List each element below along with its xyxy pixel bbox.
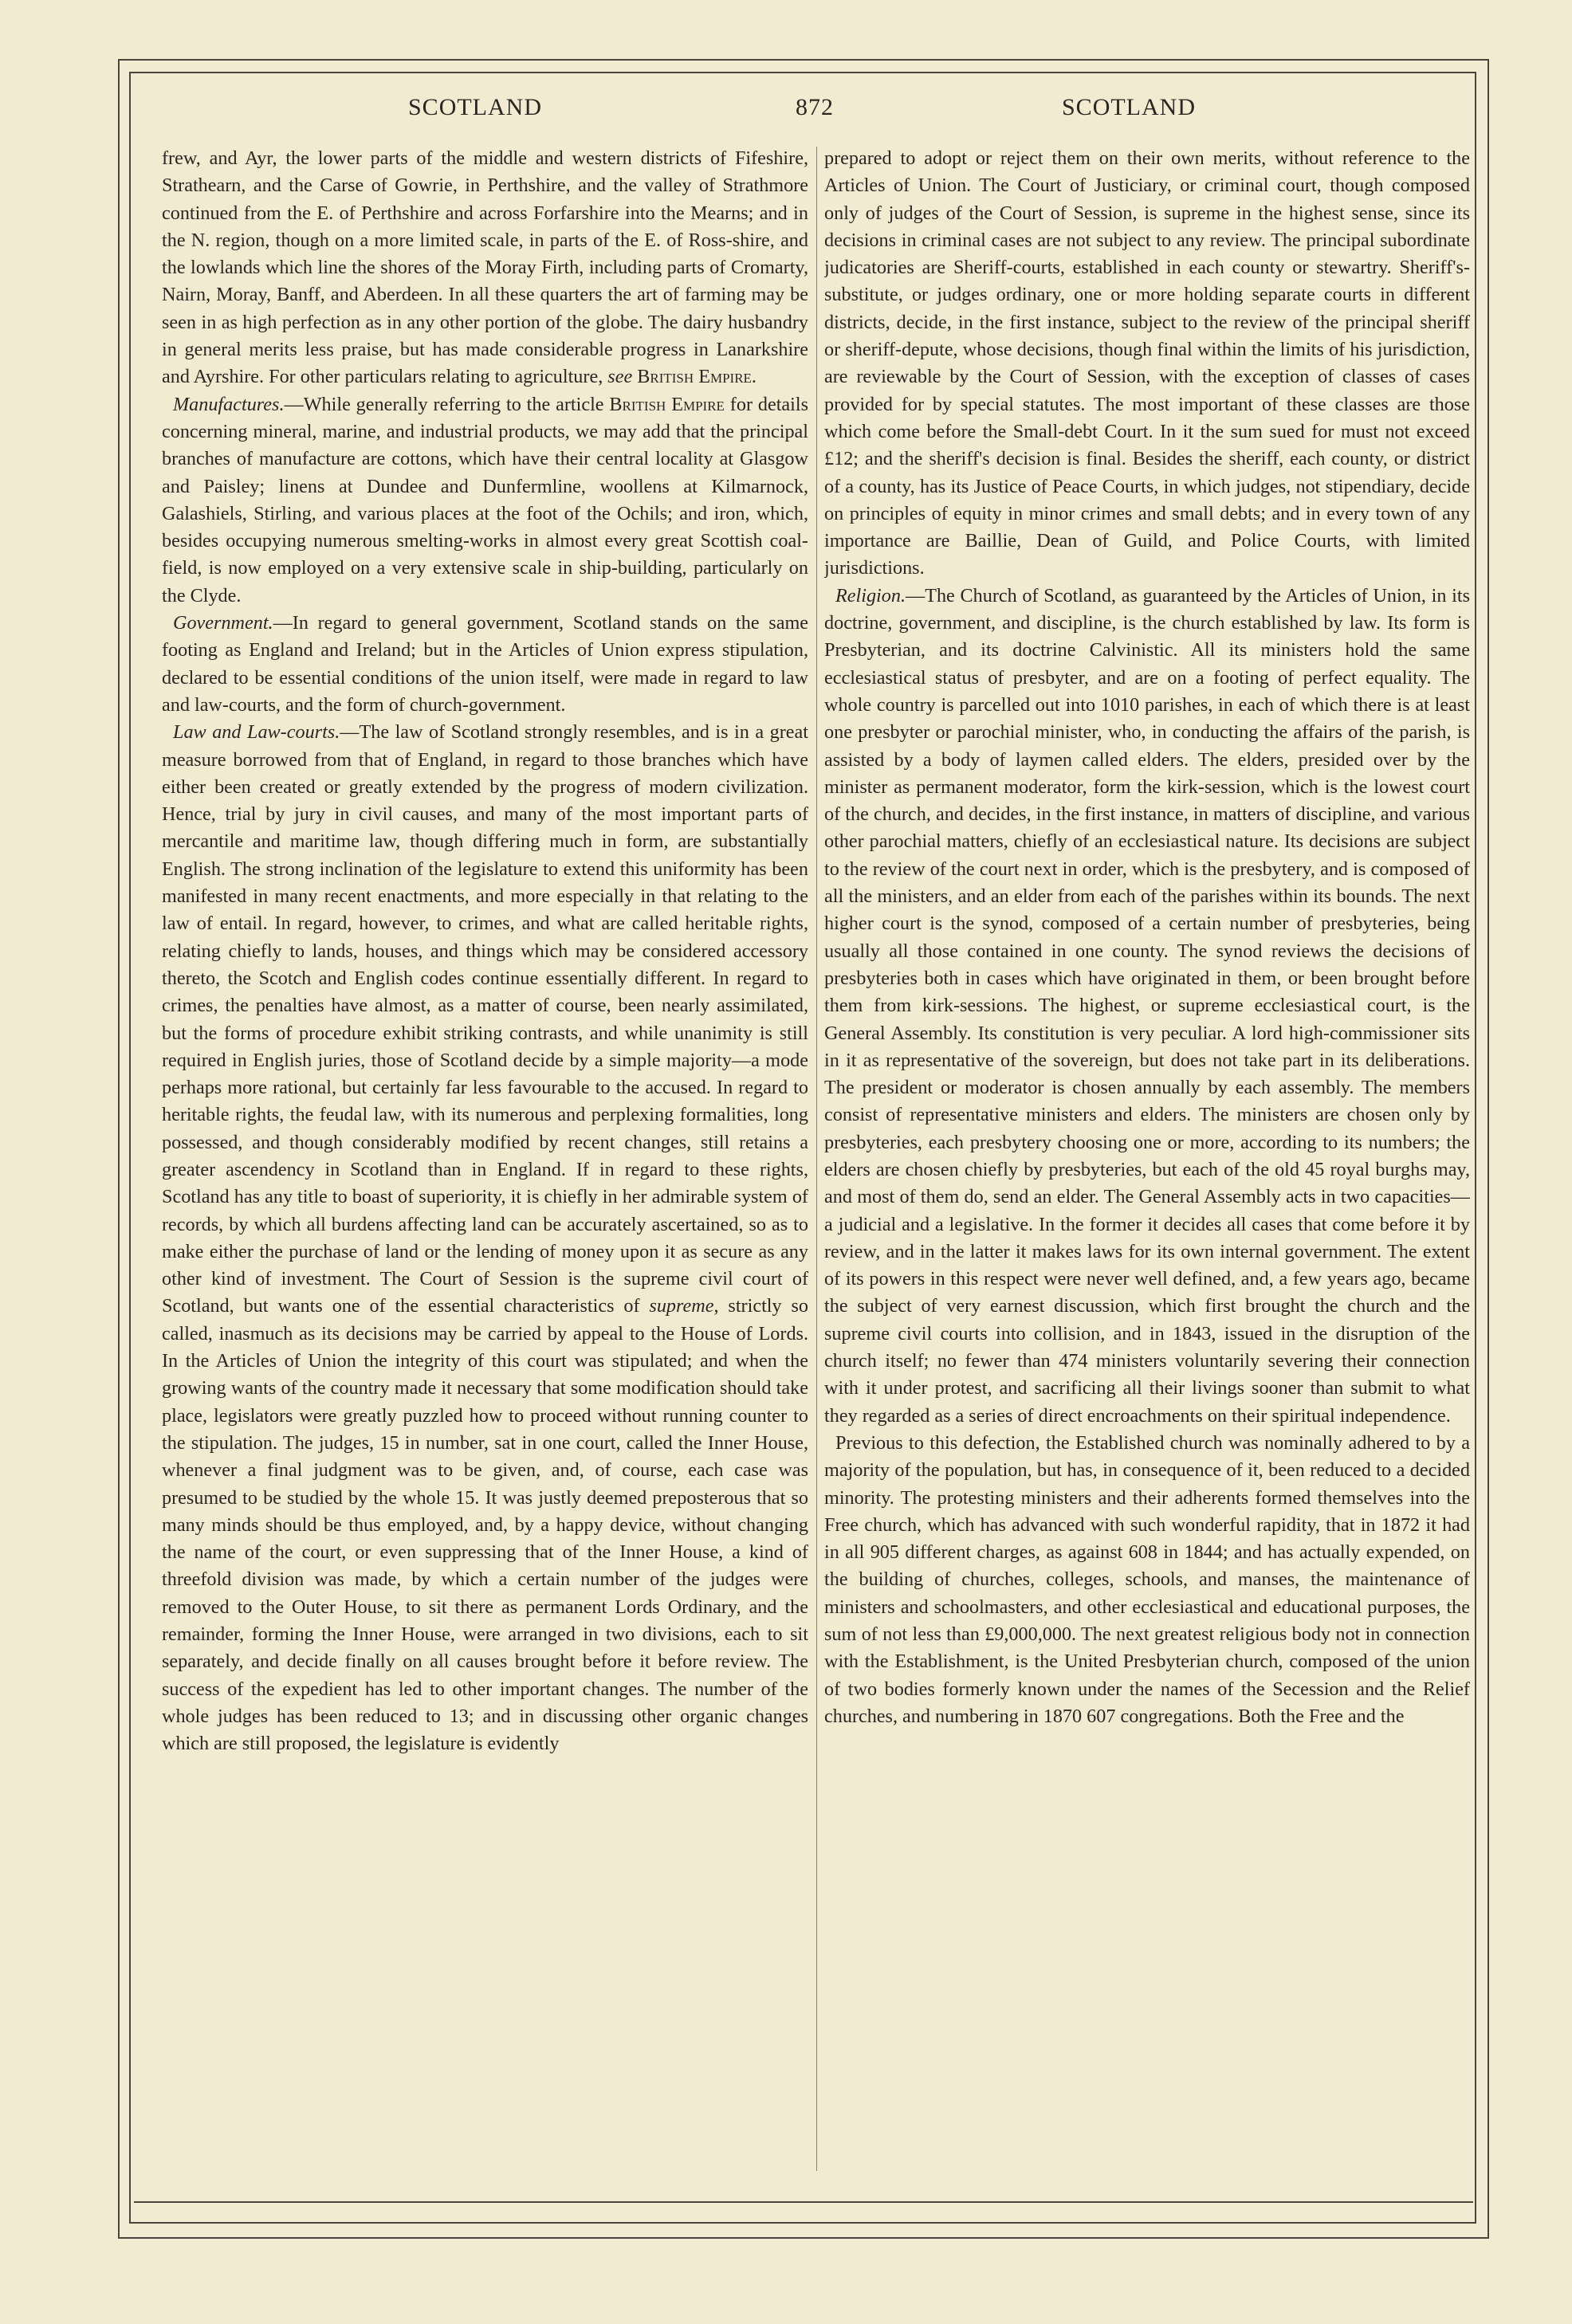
cross-reference: British Empire. — [637, 366, 757, 388]
section-heading: Law and Law-courts. — [173, 721, 340, 744]
paragraph-manufactures: Manufactures.—While generally referring to the article British Empire for details concerning mineral, marine, and industrial products, we may add that the principal branches of manufacture are cottons, which have their central locality at Glasgow and Paisley; linens at Dundee and Dunfermline, woollens at Kilmarnock, Galashiels, Stirling, and various places at the foot of the Ochils; and iron, which, besides occupying numerous smelting-works in almost every great Scottish coal-field, is now employed on a very extensive scale in ship-building, particularly on the Clyde. — [162, 393, 808, 607]
section-heading: Religion. — [835, 584, 906, 607]
running-header — [159, 94, 1451, 129]
right-column — [824, 145, 1470, 2153]
paragraph-government: Government.—In regard to general government, Scotland stands on the same footing as England and Ireland; but in the Articles of Union express stipulation, declared to be essential conditions of the union itself, were made in regard to law and law-courts, and the form of church-government. — [162, 612, 808, 716]
column-divider — [816, 147, 817, 2171]
paragraph-courts: prepared to adopt or reject them on their own merits, without reference to the Articles of Union. The Court of Justiciary, or criminal court, though composed only of judges of the Court of Session, is supreme in the highest sense, since its decisions in criminal cases are not subject to any review. The principal subordinate judicatories are Sheriff-courts, established in each county or stewartry. Sheriff's-substitute, or judges ordinary, one or more holding separate courts in different districts, decide, in the first instance, subject to the review of the principal sheriff or sheriff-depute, whose decisions, though final within the limits of his jurisdiction, are reviewable by the Court of Session, with the exception of classes of cases provided for by special statutes. The most important of these classes are those which come before the Small-debt Court. In it the sum sued for must not exceed £12; and the sheriff's decision is final. Besides the sheriff, each county, or district of a county, has its Justice of Peace Courts, in which judges, not stipendiary, decide on principles of equity in minor crimes and small debts; and in every town of any importance are Baillie, Dean of Guild, and Police Courts, with limited jurisdictions. — [824, 147, 1470, 579]
header-left-title: SCOTLAND — [408, 94, 543, 120]
left-column — [162, 145, 808, 2153]
cross-reference: British Empire — [609, 393, 725, 415]
header-right-title: SCOTLAND — [1062, 94, 1197, 120]
paragraph-law: Law and Law-courts.—The law of Scotland strongly resembles, and is in a great measure borrowed from that of England, in regard to those branches which have either been created or greatly extended by the progress of modern civilization. Hence, trial by jury in civil causes, and many of the most important parts of mercantile and maritime law, though differing much in form, are substantially English. The strong inclination of the legislature to extend this uniformity has been manifested in many recent enactments, and more especially in that relating to the law of entail. In regard, however, to crimes, and what are called heritable rights, relating chiefly to lands, houses, and things which may be considered accessory thereto, the Scotch and English codes continue essentially different. In regard to crimes, the penalties have almost, as a matter of course, been nearly assimilated, but the forms of procedure exhibit striking contrasts, and while unanimity is still required in English juries, those of Scotland decide by a simple majority—a mode perhaps more rational, but certainly far less favourable to the accused. In regard to heritable rights, the feudal law, with its numerous and perplexing formalities, long possessed, and though considerably modified by recent changes, still retains a greater ascendency in Scotland than in England. If in regard to these rights, Scotland has any title to boast of superiority, it is chiefly in her admirable system of records, by which all burdens affecting land can be accurately ascertained, so as to make either the purchase of land or the lending of money upon it as secure as any other kind of investment. The Court of Session is the supreme civil court of Scotland, but wants one of the essential characteristics of supreme, strictly so called, inasmuch as its decisions may be carried by appeal to the House of Lords. In the Articles of Union the integrity of this court was stipulated; and when the growing wants of the country made it necessary that some modification should take place, legislators were greatly puzzled how to proceed without running counter to the stipulation. The judges, 15 in number, sat in one court, called the Inner House, whenever a final judgment was to be given, and, of course, each case was presumed to be studied by the whole 15. It was justly deemed preposterous that so many minds should be thus employed, and, by a happy device, without changing the name of the court, or even suppressing that of the Inner House, a kind of threefold division was made, by which a certain number of the judges were removed to the Outer House, to sit there as permanent Lords Ordinary, and the remainder, forming the Inner House, were arranged in two divisions, each to sit separately, and decide finally on all causes brought before it before review. The success of the expedient has led to other important changes. The number of the whole judges has been reduced to 13; and in discussing other organic changes which are still proposed, the legislature is evidently — [162, 721, 808, 1755]
section-heading: Manufactures. — [173, 393, 285, 415]
bottom-rule — [134, 2201, 1473, 2203]
page-number: 872 — [796, 94, 834, 120]
paragraph-agriculture: frew, and Ayr, the lower parts of the middle and western districts of Fifeshire, Strathearn, and the Carse of Gowrie, in Perthshire, and the valley of Strathmore continued from the E. of Perthshire and across Forfarshire into the Mearns; and in the N. region, though on a more limited scale, in parts of the E. of Ross-shire, and the lowlands which line the shores of the Moray Firth, including parts of Cromarty, Nairn, Moray, Banff, and Aberdeen. In all these quarters the art of farming may be seen in as high perfection as in any other portion of the globe. The dairy husbandry in general merits less praise, but has made considerable progress in Lanarkshire and Ayrshire. For other particulars relating to agriculture, see British Empire. — [162, 147, 808, 388]
section-heading: Government. — [173, 612, 273, 634]
paragraph-religion: Religion.—The Church of Scotland, as guaranteed by the Articles of Union, in its doctrine, government, and discipline, is the church established by law. Its form is Presbyterian, and its doctrine Calvinistic. All its ministers hold the same ecclesiastical status of presbyter, and are on a footing of perfect equality. The whole country is parcelled out into 1010 parishes, in each of which there is at least one presbyter or parochial minister, who, in conducting the affairs of the parish, is assisted by a body of laymen called elders. The elders, presided over by the minister as permanent moderator, form the kirk-session, which is the lowest court of the church, and decides, in the first instance, in matters of discipline, and various other parochial matters, chiefly of an ecclesiastical nature. Its decisions are subject to the review of the court next in order, which is the presbytery, and is composed of all the ministers, and an elder from each of the parishes within its bounds. The next higher court is the synod, composed of a certain number of presbyteries, being usually all those contained in one county. The synod reviews the decisions of presbyteries both in cases which have originated in them, or been brought before them from kirk-sessions. The highest, or supreme ecclesiastical court, is the General Assembly. Its constitution is very peculiar. A lord high-commissioner sits in it as representative of the sovereign, but does not take part in its deliberations. The president or moderator is chosen annually by each assembly. The members consist of representative ministers and elders. The ministers are chosen only by presbyteries, each presbytery choosing one or more, according to its numbers; the elders are chosen chiefly by presbyteries, but each of the old 45 royal burghs may, and most of them do, send an elder. The General Assembly acts in two capacities—a judicial and a legislative. In the former it decides all cases that come before it by review, and in the latter it makes laws for its own internal government. The extent of its powers in this respect were never well defined, and, a few years ago, became the subject of very earnest discussion, which first brought the church and the supreme civil courts into collision, and in 1843, issued in the disruption of the church itself; no fewer than 474 ministers voluntarily severing their connection with it under protest, and sacrificing all their livings sooner than submit to what they regarded as a series of direct encroachments on their spiritual independence. — [824, 584, 1470, 1427]
paragraph-free-church: Previous to this defection, the Established church was nominally adhered to by a majority of the population, but has, in consequence of it, been reduced to a decided minority. The protesting ministers and their adherents formed themselves into the Free church, which has advanced with such wonderful rapidity, that in 1872 it had in all 905 different charges, as against 608 in 1844; and has actually expended, on the building of churches, colleges, schools, and manses, the maintenance of ministers and schoolmasters, and other ecclesiastical and educational purposes, the sum of not less than £9,000,000. The next greatest religious body not in connection with the Establishment, is the United Presbyterian church, composed of the union of two bodies formerly known under the names of the Secession and the Relief churches, and numbering in 1870 607 congregations. Both the Free and the — [824, 1431, 1470, 1727]
